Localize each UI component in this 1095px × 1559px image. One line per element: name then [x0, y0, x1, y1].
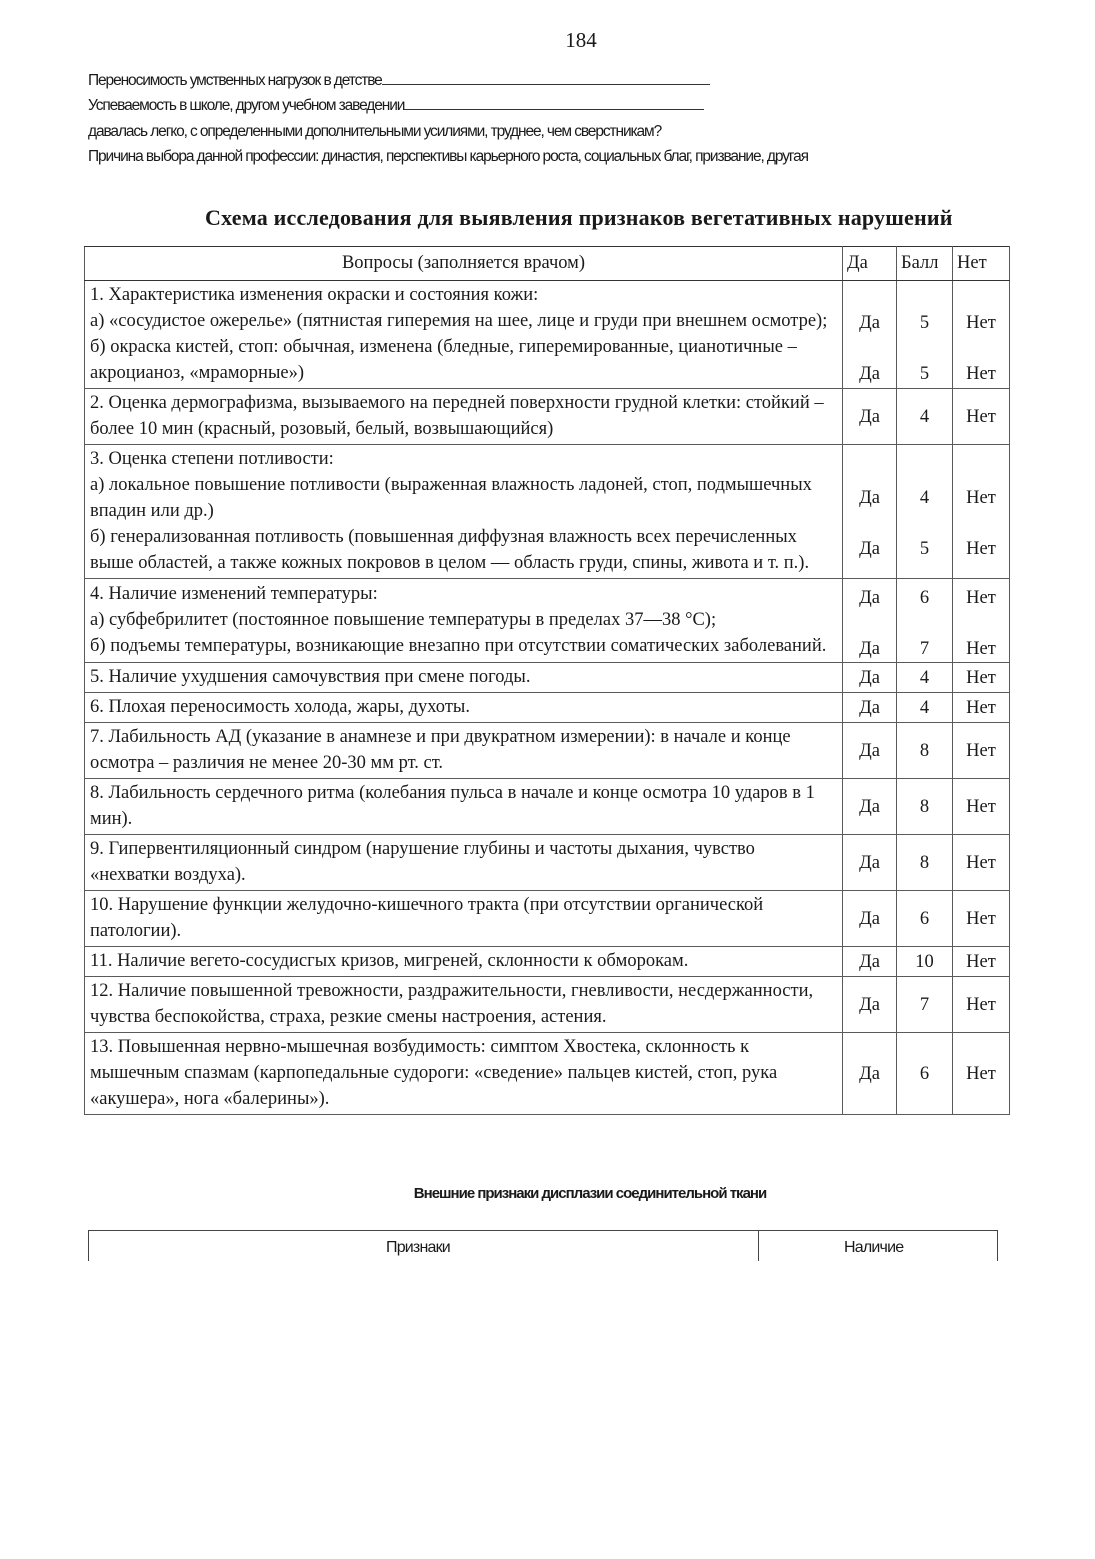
yes-option[interactable]: Да [859, 740, 880, 761]
score-value: 8 [919, 796, 930, 817]
question-line: а) субфебрилитет (постоянное повышение температуры в пределах 37—38 °С); [90, 610, 717, 630]
score-value: 4 [919, 406, 930, 427]
score-value: 8 [919, 740, 930, 761]
no-cell [953, 693, 1010, 723]
yes-cell [843, 693, 897, 723]
yes-option[interactable]: Да [859, 488, 880, 508]
yes-cell [843, 663, 897, 693]
no-option[interactable]: Нет [966, 740, 996, 761]
score-value: 4 [919, 488, 930, 508]
no-option[interactable]: Нет [966, 796, 996, 817]
no-option[interactable]: Нет [966, 667, 996, 688]
no-option[interactable]: Нет [966, 1063, 996, 1084]
yes-option[interactable]: Да [859, 994, 880, 1015]
intro-label-mental-load: Переносимость умственных нагрузок в детстве [88, 72, 382, 89]
no-option[interactable]: Нет [966, 313, 996, 333]
yes-cell [843, 977, 897, 1033]
question-cell: 12. Наличие повышенной тревожности, раздражительности, гневливости, несдержанности, чувства беспокойства, страха, резкие смены настроения, астения. [85, 977, 843, 1033]
table-row [85, 947, 1010, 977]
vegetative-symptoms-table [84, 246, 1010, 1115]
intro-label-school-performance: Успеваемость в школе, другом учебном заведении [88, 97, 405, 114]
question-cell: 2. Оценка дермографизма, вызываемого на передней поверхности грудной клетки: стойкий – более 10 мин (красный, розовый, белый, возвышающийся) [85, 389, 843, 445]
question-cell: 8. Лабильность сердечного ритма (колебания пульса в начале и конце осмотра 10 ударов в 1 мин). [85, 779, 843, 835]
score-cell [897, 977, 953, 1033]
score-cell [897, 389, 953, 445]
score-value: 4 [919, 697, 930, 718]
table-row [85, 281, 1010, 389]
question-line: а) локальное повышение потливости (выраженная влажность ладоней, стоп, подмышечных впадин или др.) [90, 475, 812, 521]
no-option[interactable]: Нет [966, 697, 996, 718]
no-cell [953, 835, 1010, 891]
no-option[interactable]: Нет [966, 852, 996, 873]
yes-option[interactable]: Да [859, 697, 880, 718]
yes-option[interactable]: Да [859, 588, 880, 608]
header-presence: Наличие [844, 1239, 904, 1256]
intro-line-profession-choice: Причина выбора данной профессии: династия, перспективы карьерного роста, социальных благ, призвание, другая [88, 148, 808, 165]
question-line: б) окраска кистей, стоп: обычная, изменена (бледные, гиперемированные, цианотичные – акроцианоз, «мраморные») [90, 337, 797, 383]
table-column-divider [758, 1231, 759, 1261]
table-row [85, 779, 1010, 835]
question-cell: 13. Повышенная нервно-мышечная возбудимость: симптом Хвостека, склонность к мышечным спазмам (карпопедальные судороги: «сведение» пальцев кистей, стоп, рука «акушера», нога «балерины»). [85, 1033, 843, 1115]
header-no: Нет [953, 247, 1010, 281]
score-value: 7 [919, 994, 930, 1015]
header-score: Балл [897, 247, 953, 281]
table-row [85, 579, 1010, 663]
yes-option[interactable]: Да [859, 1063, 880, 1084]
table-border-right [997, 1231, 998, 1261]
no-cell [953, 445, 1010, 579]
header-signs: Признаки [386, 1239, 450, 1256]
score-cell [897, 835, 953, 891]
table-row [85, 835, 1010, 891]
yes-cell [843, 1033, 897, 1115]
score-value: 5 [919, 539, 930, 559]
no-option[interactable]: Нет [966, 406, 996, 427]
table-row [85, 723, 1010, 779]
yes-cell [843, 389, 897, 445]
mental-load-answer-blank[interactable] [382, 70, 710, 85]
score-value: 8 [919, 852, 930, 873]
yes-cell [843, 723, 897, 779]
table-row [85, 693, 1010, 723]
question-line: б) генерализованная потливость (повышенная диффузная влажность всех перечисленных выше областей, а также кожных покровов в целом — область груди, спины, живота и т. п.). [90, 527, 810, 573]
intro-line-school-performance [88, 95, 704, 116]
question-cell: 5. Наличие ухудшения самочувствия при смене погоды. [85, 663, 843, 693]
yes-option[interactable]: Да [859, 951, 880, 972]
table-row [85, 891, 1010, 947]
no-option[interactable]: Нет [966, 588, 996, 608]
table-row [85, 389, 1010, 445]
table-row [85, 663, 1010, 693]
question-line: 4. Наличие изменений температуры: [90, 584, 378, 604]
table-border-left [88, 1231, 89, 1261]
no-option[interactable]: Нет [966, 539, 996, 559]
no-cell [953, 779, 1010, 835]
question-cell [85, 281, 843, 389]
score-cell [897, 663, 953, 693]
yes-option[interactable]: Да [859, 313, 880, 333]
section-title: Схема исследования для выявления признаков вегетативных нарушений [205, 205, 953, 230]
no-option[interactable]: Нет [966, 364, 996, 384]
yes-cell [843, 947, 897, 977]
no-cell [953, 389, 1010, 445]
no-cell [953, 977, 1010, 1033]
no-option[interactable]: Нет [966, 994, 996, 1015]
score-cell [897, 579, 953, 663]
yes-option[interactable]: Да [859, 639, 880, 659]
no-option[interactable]: Нет [966, 488, 996, 508]
table-row [85, 1033, 1010, 1115]
question-cell: 10. Нарушение функции желудочно-кишечного тракта (при отсутствии органической патологии). [85, 891, 843, 947]
dysplasia-section-title: Внешние признаки дисплазии соединительной ткани [413, 1185, 767, 1202]
question-line: 3. Оценка степени потливости: [90, 449, 334, 469]
no-cell [953, 1033, 1010, 1115]
yes-cell [843, 779, 897, 835]
yes-option[interactable]: Да [859, 406, 880, 427]
table-row [85, 977, 1010, 1033]
score-cell [897, 891, 953, 947]
yes-cell [843, 281, 897, 389]
yes-cell [843, 445, 897, 579]
question-cell [85, 579, 843, 663]
page-number: 184 [565, 28, 597, 52]
score-value: 5 [919, 364, 930, 384]
no-cell [953, 723, 1010, 779]
question-cell: 6. Плохая переносимость холода, жары, духоты. [85, 693, 843, 723]
yes-option[interactable]: Да [859, 852, 880, 873]
score-cell [897, 779, 953, 835]
score-cell [897, 723, 953, 779]
question-cell [85, 445, 843, 579]
school-performance-answer-blank[interactable] [404, 95, 704, 110]
no-option[interactable]: Нет [966, 639, 996, 659]
score-value: 6 [919, 908, 930, 929]
score-value: 5 [919, 313, 930, 333]
yes-option[interactable]: Да [859, 364, 880, 384]
yes-cell [843, 891, 897, 947]
yes-option[interactable]: Да [859, 796, 880, 817]
intro-line-mental-load [88, 70, 710, 91]
header-questions: Вопросы (заполняется врачом) [85, 247, 843, 281]
no-option[interactable]: Нет [966, 908, 996, 929]
yes-option[interactable]: Да [859, 908, 880, 929]
question-cell: 11. Наличие вегето-сосудисгых кризов, мигреней, склонности к обморокам. [85, 947, 843, 977]
yes-cell [843, 835, 897, 891]
yes-option[interactable]: Да [859, 667, 880, 688]
no-cell [953, 579, 1010, 663]
question-line: а) «сосудистое ожерелье» (пятнистая гиперемия на шее, лице и груди при внешнем осмотре); [90, 311, 828, 331]
score-value: 4 [919, 667, 930, 688]
score-cell [897, 281, 953, 389]
table-header-row [85, 247, 1010, 281]
header-yes: Да [843, 247, 897, 281]
dysplasia-table-header [88, 1230, 998, 1261]
question-line: 1. Характеристика изменения окраски и состояния кожи: [90, 285, 539, 305]
score-value: 10 [915, 951, 934, 972]
score-cell [897, 947, 953, 977]
score-cell [897, 1033, 953, 1115]
question-cell: 7. Лабильность АД (указание в анамнезе и при двукратном измерении): в начале и конце осмотра – различия не менее 20-30 мм рт. ст. [85, 723, 843, 779]
question-line: б) подъемы температуры, возникающие внезапно при отсутствии соматических заболеваний. [90, 636, 827, 656]
table-row [85, 445, 1010, 579]
no-cell [953, 891, 1010, 947]
no-cell [953, 663, 1010, 693]
intro-line-study-difficulty: давалась легко, с определенными дополнительными усилиями, труднее, чем сверстникам? [88, 123, 662, 140]
score-cell [897, 693, 953, 723]
no-cell [953, 947, 1010, 977]
score-value: 6 [919, 1063, 930, 1084]
score-cell [897, 445, 953, 579]
no-option[interactable]: Нет [966, 951, 996, 972]
yes-option[interactable]: Да [859, 539, 880, 559]
score-value: 6 [919, 588, 930, 608]
yes-cell [843, 579, 897, 663]
score-value: 7 [919, 639, 930, 659]
question-cell: 9. Гипервентиляционный синдром (нарушение глубины и частоты дыхания, чувство «нехватки воздуха). [85, 835, 843, 891]
no-cell [953, 281, 1010, 389]
